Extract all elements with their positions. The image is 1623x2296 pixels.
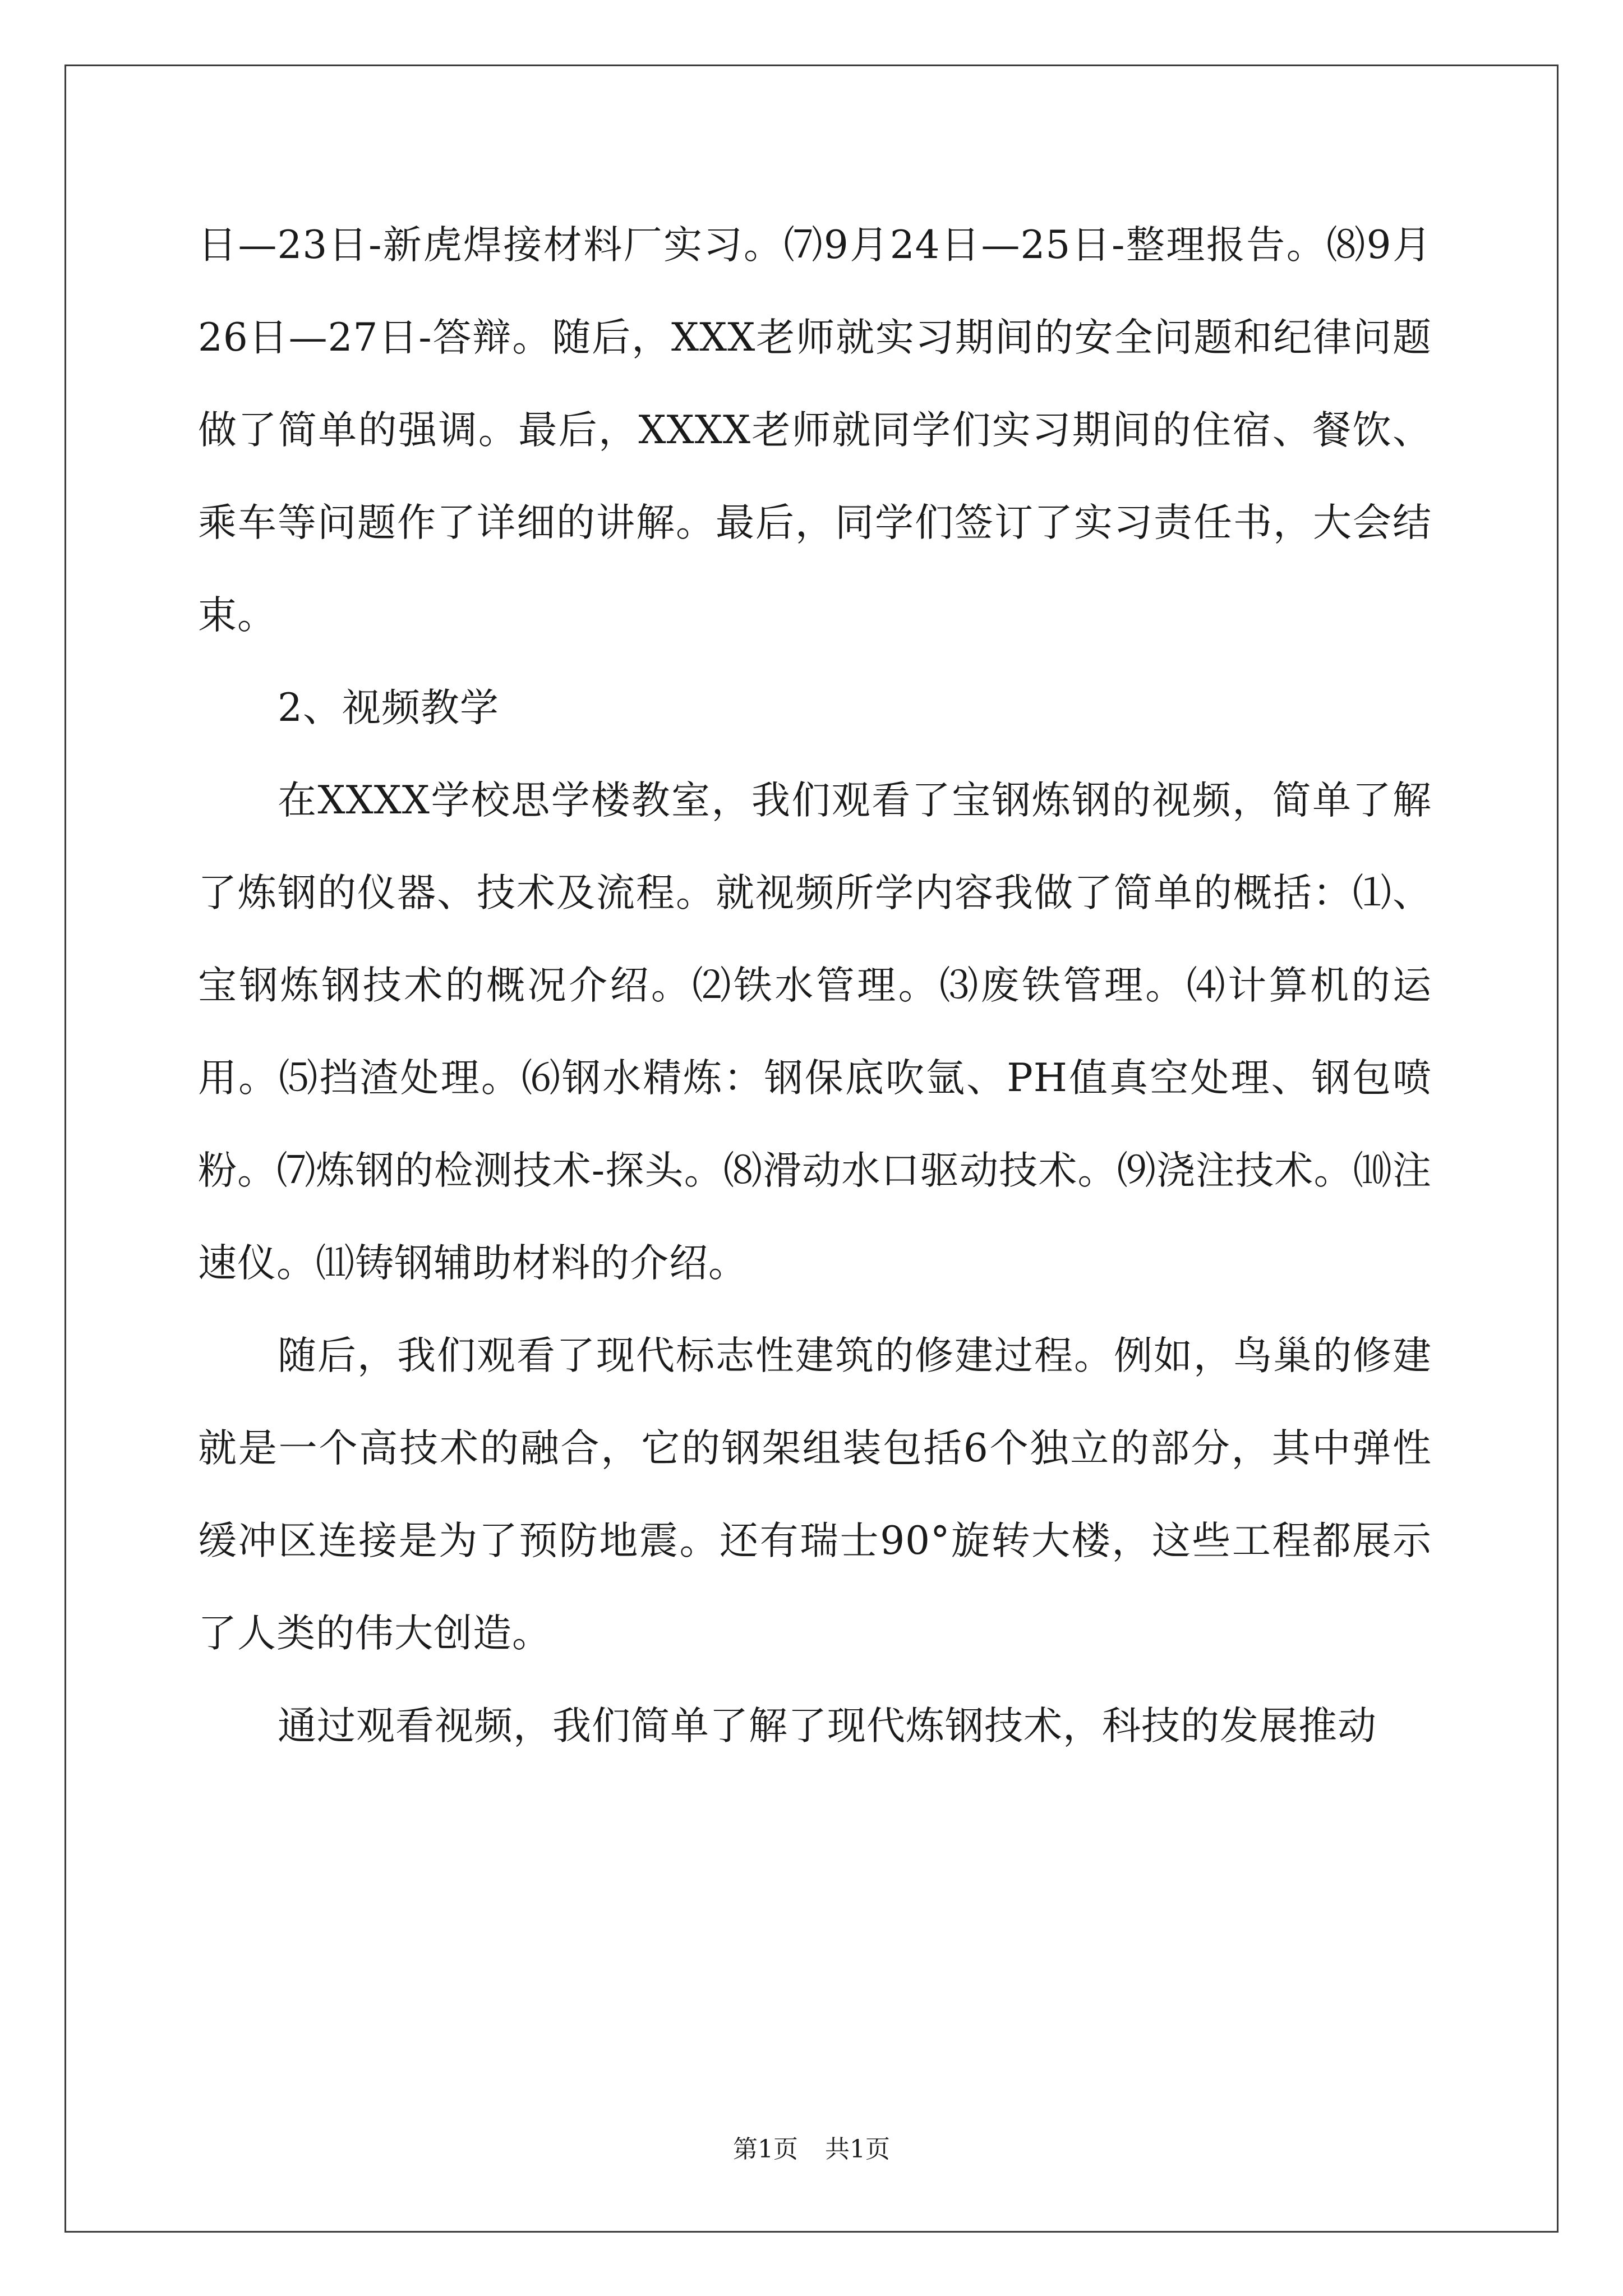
section-heading: 2、视频教学 [278,685,499,730]
page-footer [0,2129,1623,2165]
page-number: 第1页 [733,2135,798,2164]
document-body [198,199,1432,1773]
page-total: 共1页 [825,2135,890,2164]
paragraph-video-summary: 在XXXX学校思学楼教室，我们观看了宝钢炼钢的视频，简单了解了炼钢的仪器、技术及流程。就视频所学内容我做了简单的概括：⑴、宝钢炼钢技术的概况介绍。⑵铁水管理。⑶废铁管理。⑷计算机的运用。⑸挡渣处理。⑹钢水精炼：钢保底吹氩、PH值真空处理、钢包喷粉。⑺炼钢的检测技术-探头。⑻滑动水口驱动技术。⑼浇注技术。⑽注速仪。⑾铸钢辅助材料的介绍。 [198,778,1432,1286]
paragraph-landmark-buildings: 随后，我们观看了现代标志性建筑的修建过程。例如，鸟巢的修建就是一个高技术的融合，它的钢架组装包括6个独立的部分，其中弹性缓冲区连接是为了预防地震。还有瑞士90°旋转大楼，这些工程都展示了人类的伟大创造。 [198,1333,1432,1656]
paragraph-continuation: 日—23日-新虎焊接材料厂实习。⑺9月24日—25日-整理报告。⑻9月26日—27日-答辩。随后，XXX老师就实习期间的安全问题和纪律问题做了简单的强调。最后，XXXX老师就同学们实习期间的住宿、餐饮、乘车等问题作了详细的讲解。最后，同学们签订了实习责任书，大会结束。 [198,223,1432,638]
paragraph-conclusion: 通过观看视频，我们简单了解了现代炼钢技术，科技的发展推动 [278,1704,1377,1749]
